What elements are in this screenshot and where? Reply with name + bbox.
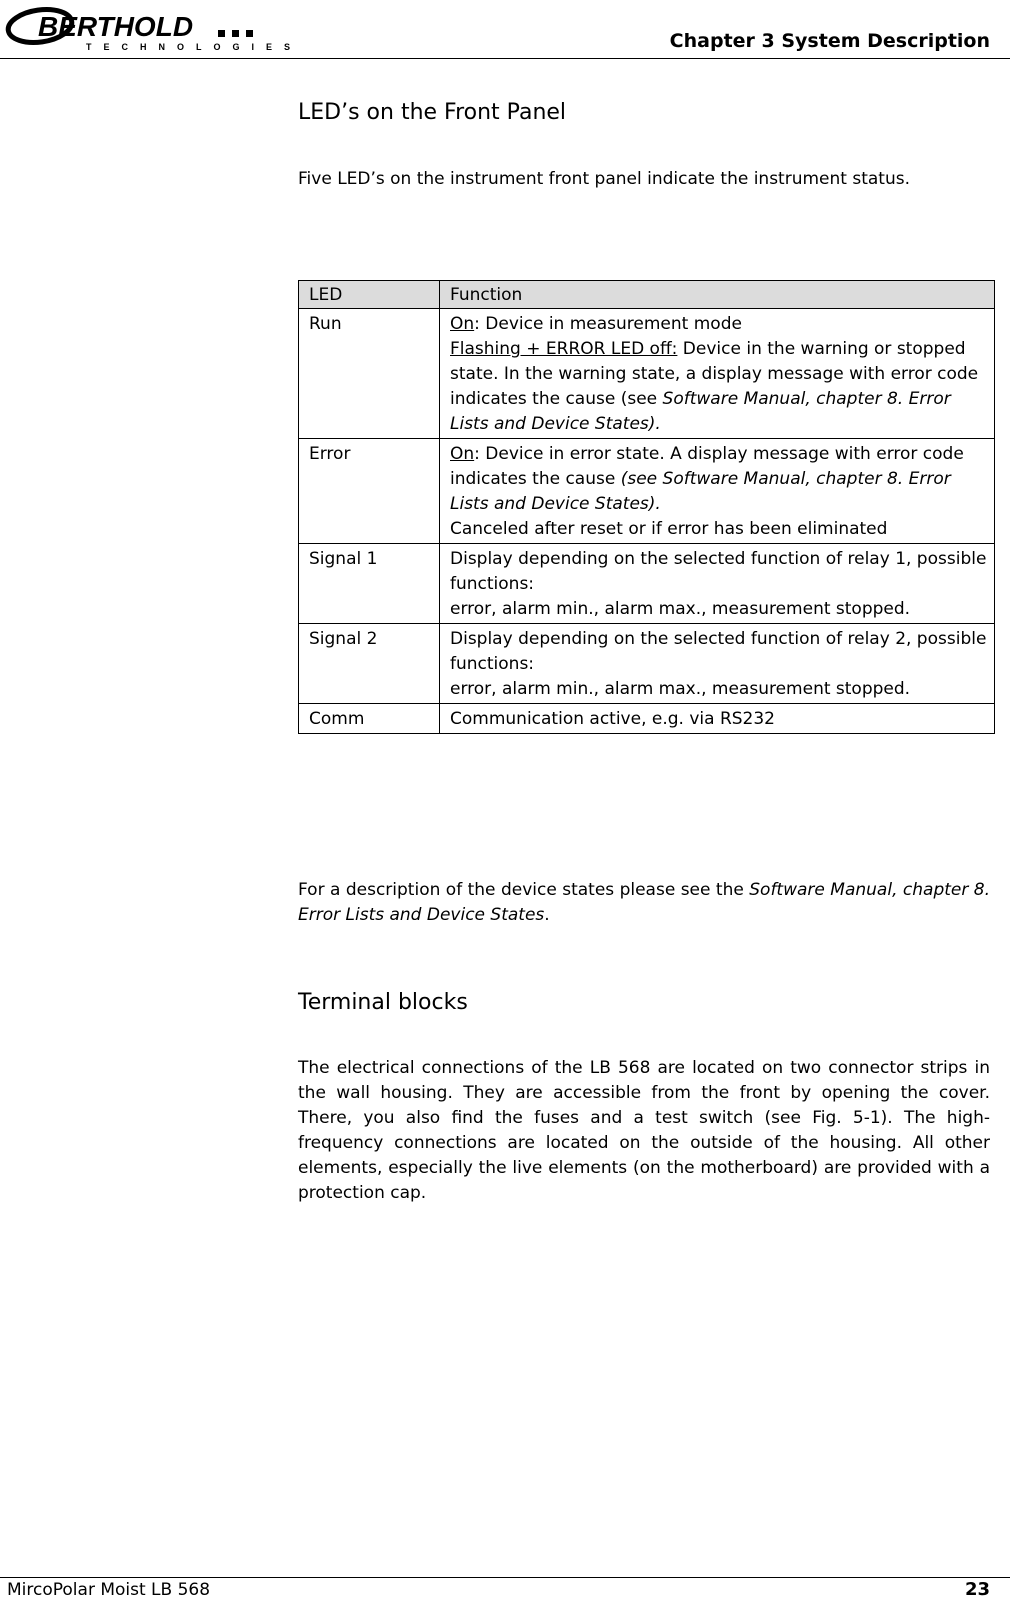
table-row	[299, 544, 995, 624]
chapter-title: Chapter 3 System Description	[669, 30, 990, 52]
state-text: Device in the warning or stopped state. In the warning state, a display message with error code indicates the cause (see	[450, 339, 979, 409]
led-name: Run	[299, 309, 440, 439]
manual-reference: Software Manual, chapter 8. Error Lists and Device States).	[450, 389, 951, 434]
state-label: Flashing + ERROR LED off:	[450, 339, 678, 359]
paragraph-text: For a description of the device states please see the	[298, 880, 750, 900]
state-text: Canceled after reset or if error has been eliminated	[450, 519, 888, 539]
function-options: error, alarm min., alarm max., measurement stopped.	[450, 679, 911, 699]
led-function	[440, 439, 995, 544]
section-heading-leds: LED’s on the Front Panel	[298, 100, 567, 125]
manual-reference: Software Manual, chapter 8. Error Lists and Device States	[298, 880, 990, 925]
manual-reference: (see Software Manual, chapter 8. Error Lists and Device States).	[450, 469, 951, 514]
state-text: : Device in error state. A display message with error code indicates the cause	[450, 444, 964, 489]
led-name: Signal 2	[299, 624, 440, 704]
function-text: Display depending on the selected function of relay 1, possible functions:	[450, 549, 987, 594]
led-function	[440, 544, 995, 624]
led-function: Communication active, e.g. via RS232	[440, 704, 995, 734]
page-header	[0, 0, 1010, 59]
led-function	[440, 309, 995, 439]
led-name: Signal 1	[299, 544, 440, 624]
berthold-logo	[4, 6, 294, 52]
table-row	[299, 439, 995, 544]
state-label: On	[450, 444, 475, 464]
state-text: : Device in measurement mode	[474, 314, 742, 334]
terminal-blocks-paragraph: The electrical connections of the LB 568 are located on two connector strips in the wall housing. They are accessible from the front by opening the cover. There, you also find the fuses and a test switch (see Fig. 5-1). The high-frequency connections are located on the outside of the housing. All other elements, especially the live elements (on the motherboard) are provided with a protection cap.	[298, 1058, 990, 1203]
page-footer	[0, 1577, 1010, 1600]
table-header-row	[299, 281, 995, 309]
product-name: MircoPolar Moist LB 568	[7, 1580, 211, 1600]
table-row	[299, 624, 995, 704]
leds-intro-paragraph: Five LED’s on the instrument front panel indicate the instrument status.	[298, 169, 910, 189]
column-header-function: Function	[440, 281, 995, 309]
function-options: error, alarm min., alarm max., measurement stopped.	[450, 599, 911, 619]
table-row	[299, 309, 995, 439]
state-label: On	[450, 314, 475, 334]
paragraph-end: .	[544, 905, 550, 925]
function-text: Display depending on the selected function of relay 2, possible functions:	[450, 629, 987, 674]
logo-subtitle: TECHNOLOGIES	[86, 42, 294, 52]
column-header-led: LED	[299, 281, 440, 309]
led-name: Error	[299, 439, 440, 544]
led-function	[440, 624, 995, 704]
led-name: Comm	[299, 704, 440, 734]
page-number: 23	[964, 1579, 990, 1600]
section-heading-terminal-blocks: Terminal blocks	[298, 990, 468, 1015]
led-function-table	[298, 280, 995, 734]
logo-wordmark: BERTHOLD	[38, 11, 194, 42]
table-row	[299, 704, 995, 734]
device-states-paragraph	[298, 878, 990, 928]
